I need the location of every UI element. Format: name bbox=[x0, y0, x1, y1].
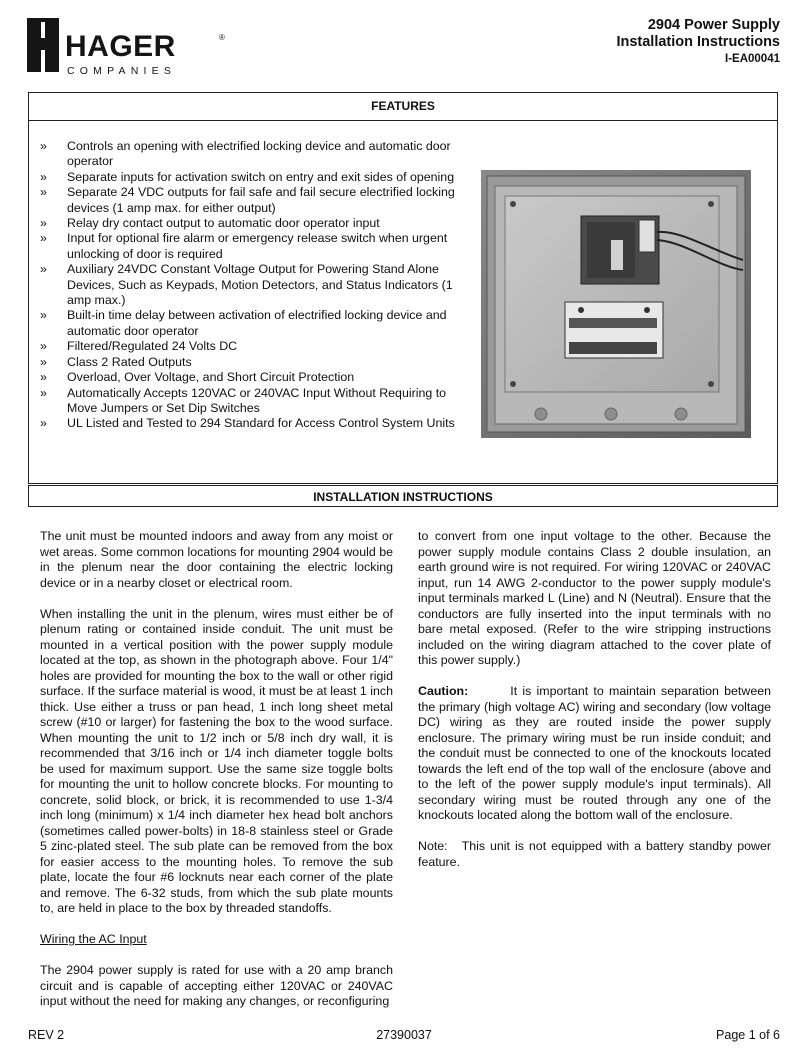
power-supply-photo bbox=[481, 170, 751, 438]
doc-title-line2: Installation Instructions bbox=[616, 34, 780, 50]
logo-subtext: COMPANIES bbox=[67, 65, 177, 77]
footer-revision: REV 2 bbox=[28, 1028, 65, 1042]
footer-page-number: Page 1 of 6 bbox=[716, 1028, 780, 1042]
list-item: » Input for optional fire alarm or emergency release switch when urgent unlocking of door is required bbox=[40, 231, 448, 261]
footer-part-number: 27390037 bbox=[376, 1028, 432, 1042]
installation-left-column bbox=[40, 529, 393, 1025]
hager-logo-mark bbox=[25, 14, 235, 80]
list-item: » Class 2 Rated Outputs bbox=[40, 354, 192, 369]
list-item: » Automatically Accepts 120VAC or 240VAC Input Without Requiring to Move Jumpers or Set Dip Switches bbox=[40, 385, 447, 415]
list-item: » Built-in time delay between activation of electrified locking device and automatic door operator bbox=[40, 308, 447, 338]
caution-label: Caution: bbox=[418, 684, 469, 698]
note-paragraph bbox=[418, 839, 771, 870]
installation-section-header bbox=[28, 485, 778, 507]
list-item: » Separate 24 VDC outputs for fail safe and fail secure electrified locking devices (1 amp max. for either output) bbox=[40, 185, 455, 215]
hager-logo bbox=[25, 14, 235, 80]
paragraph-location: The unit must be mounted indoors and away from any moist or wet areas. Some common locations for mounting 2904 would be in the plenum near the door containing the electric locking device or in a nearby closet or electrical room. bbox=[40, 529, 393, 590]
list-item: » Filtered/Regulated 24 Volts DC bbox=[40, 339, 238, 354]
logo-registered: ® bbox=[219, 33, 225, 42]
paragraph-wiring-intro: The 2904 power supply is rated for use with a 20 amp branch circuit and is capable of accepting either 120VAC or 240VAC input without the need for making any changes, or reconfiguring bbox=[40, 963, 393, 1008]
doc-title-line1: 2904 Power Supply bbox=[647, 17, 780, 33]
document-header bbox=[616, 17, 780, 67]
features-list bbox=[40, 139, 465, 432]
caution-paragraph bbox=[418, 684, 771, 824]
caution-text: It is important to maintain separation between the primary (high voltage AC) wiring and secondary (low voltage DC) wiring as they are routed inside the power supply enclosure. The primary wiring must be run inside conduit; and the conduit must be connected to one of the knockouts located towards the left end of the top wall of the enclosure (above and to the left of the power supply module's input terminals). All secondary wiring must be routed through any one of the knockouts located along the bottom wall of the enclosure. bbox=[418, 684, 771, 822]
note-label: Note: bbox=[418, 839, 448, 853]
paragraph-wiring-continued: to convert from one input voltage to the other. Because the power supply module contains Class 2 double insulation, an earth ground wire is not required. For wiring 120VAC or 240VAC input, run 14 AWG 2-conductor to the power supply module's input terminals marked L (Line) and N (Neutral). Ensure that the conductors are fully inserted into the input terminals with no bare metal exposed. (Refer to the wire stripping instructions included on the wiring diagram attached to the cover plate of this power supply.) bbox=[418, 529, 771, 667]
features-title: FEATURES bbox=[371, 99, 435, 113]
installation-right-column bbox=[418, 529, 771, 886]
note-text: This unit is not equipped with a battery standby power feature. bbox=[418, 839, 771, 869]
list-item: » UL Listed and Tested to 294 Standard for Access Control System Units bbox=[40, 416, 455, 431]
wiring-heading: Wiring the AC Input bbox=[40, 932, 147, 946]
logo-text: HAGER bbox=[65, 30, 176, 63]
list-item: » Auxiliary 24VDC Constant Voltage Output for Powering Stand Alone Devices, Such as Keypads, Motion Detectors, and Status Indicators (1 amp max.) bbox=[40, 262, 453, 308]
list-item: » Overload, Over Voltage, and Short Circuit Protection bbox=[40, 370, 355, 385]
installation-title: INSTALLATION INSTRUCTIONS bbox=[313, 490, 493, 504]
list-item: » Separate inputs for activation switch on entry and exit sides of opening bbox=[40, 169, 455, 184]
list-item: » Relay dry contact output to automatic door operator input bbox=[40, 216, 380, 231]
features-divider bbox=[29, 120, 777, 121]
paragraph-mounting: When installing the unit in the plenum, wires must either be of plenum rating or contained inside conduit. The unit must be mounted in a vertical position with the power supply module located at the top, as shown in the photograph above. Four 1/4" holes are provided for mounting the box to the wall or other rigid surface. If the surface material is wood, it must be at least 1 inch thick. Use either a truss or pan head, 1 inch long sheet metal screw (#10 or larger) for fastening the box to the wood surface. When mounting the unit to 1/2 inch or 5/8 inch dry wall, it is recommended that 3/16 inch or 1/4 inch diameter toggle bolts be used for maximum support. Use the same size toggle bolts for mounting the unit to hollow concrete blocks. For mounting to concrete, solid block, or brick, it is recommended to use 1-3/4 inch long (minimum) x 1/4 inch diameter hex head bolt anchors (sometimes called power-bolts) in 18-8 stainless steel or Grade 5 zinc-plated steel. The sub plate can be removed from the box for easier access to the mounting holes. To remove the sub plate, locate the four #6 locknuts near each corner of the plate and remove. The 6-32 studs, from which the sub plate mounts to, are held in place to the box by threaded standoffs. bbox=[40, 606, 393, 915]
doc-id: I-EA00041 bbox=[725, 53, 780, 65]
list-item: » Controls an opening with electrified locking device and automatic door operator bbox=[40, 139, 451, 169]
